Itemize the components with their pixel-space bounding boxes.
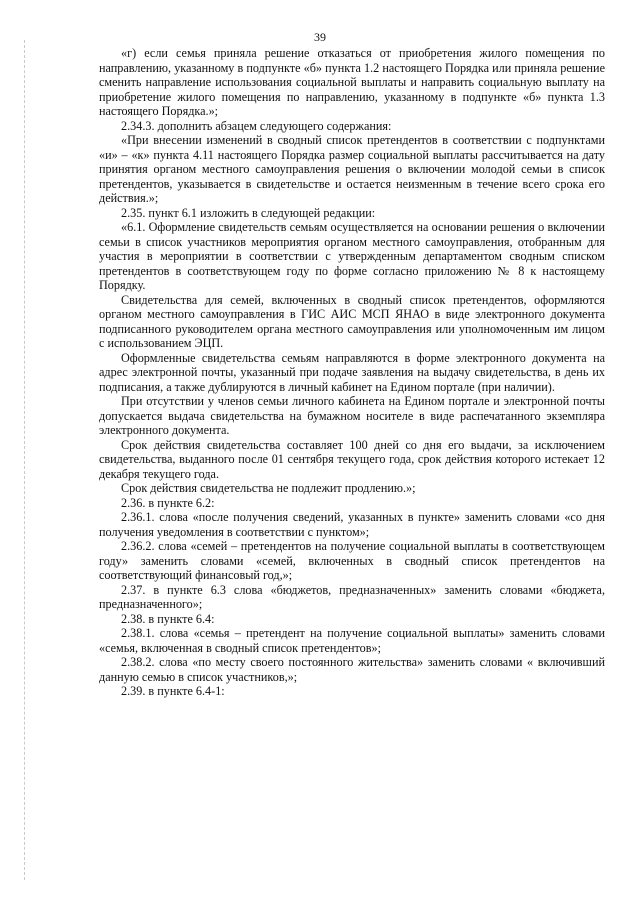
paragraph-2-38-1: 2.38.1. слова «семья – претендент на получение социальной выплаты» заменить словами «семья, включенная в сводный список претендентов»; [99, 626, 605, 655]
paragraph-2-36: 2.36. в пункте 6.2: [121, 495, 215, 510]
document-body [99, 46, 605, 699]
paragraph-2-39: 2.39. в пункте 6.4-1: [121, 684, 225, 698]
paragraph-2-37: 2.37. в пункте 6.3 слова «бюджетов, предназначенных» заменить словами «бюджета, предназначенного»; [99, 582, 605, 611]
paragraph-certificates-issued: Свидетельства для семей, включенных в сводный список претендентов, оформляются органом местного самоуправления в ГИС АИС МСП ЯНАО в виде электронного документа подписанного руководителем органа местного самоуправления или уполномоченным им лицом с использованием ЭЦП. [99, 292, 605, 350]
paragraph-no-extension: Срок действия свидетельства не подлежит продлению.»; [121, 481, 416, 495]
paragraph-validity-period: Срок действия свидетельства составляет 100 дней со дня его выдачи, за исключением свидетельства, выданного после 01 сентября текущего года, срок действия которого истекает 12 декабря текущего года. [99, 437, 605, 481]
paragraph-2-36-1: 2.36.1. слова «после получения сведений, указанных в пункте» заменить словами «со дня получения уведомления в соответствии с пунктом»; [99, 510, 605, 539]
scan-edge-line [24, 40, 25, 880]
paragraph-subpoint-g: «г) если семья приняла решение отказаться от приобретения жилого помещения по направлению, указанному в подпункте «б» пункта 1.2 настоящего Порядка или приняла решение сменить направление использования социальной выплаты и направить социальную выплату на приобретение жилого помещения по направлению, указанному в подпункте «б» пункта 1.3 настоящего Порядка.»; [99, 46, 605, 118]
paragraph-2-36-2: 2.36.2. слова «семей – претендентов на получение социальной выплаты в соответствующем году» заменить словами «семей, включенных в сводный список претендентов на соответствующий финансовый год,»; [99, 539, 605, 582]
paragraph-certificates-sent: Оформленные свидетельства семьям направляются в форме электронного документа на адрес электронной почты, указанный при подаче заявления на выдачу свидетельства, в день их подписания, а также дублируются в личный кабинет на Едином портале (при наличии). [99, 350, 605, 394]
paragraph-paper-copy: При отсутствии у членов семьи личного кабинета на Едином портале и электронной почты допускается выдача свидетельства на бумажном носителе в виде распечатанного экземпляра электронного документа. [99, 394, 605, 437]
paragraph-2-38: 2.38. в пункте 6.4: [121, 611, 215, 626]
paragraph-quote-changes: «При внесении изменений в сводный список претендентов в соответствии с подпунктами «и» – «к» пункта 4.11 настоящего Порядка размер социальной выплаты рассчитывается на дату принятия органом местного самоуправления решения о включении молодой семьи в список претендентов, указывается в свидетельстве и остается неизменным в течение всего срока его действия.»; [99, 133, 605, 205]
paragraph-2-34-3: 2.34.3. дополнить абзацем следующего содержания: [121, 118, 392, 133]
paragraph-2-38-2: 2.38.2. слова «по месту своего постоянного жительства» заменить словами « включивший данную семью в список участников,»; [99, 655, 605, 684]
paragraph-2-35: 2.35. пункт 6.1 изложить в следующей редакции: [121, 205, 376, 220]
page-number: 39 [314, 30, 326, 44]
paragraph-6-1: «6.1. Оформление свидетельств семьям осуществляется на основании решения о включении семьи в список участников мероприятия органом местного самоуправления, отобранным для участия в мероприятии в соответствии с утвержденным департаментом сводным списком претендентов в соответствующем году по форме согласно приложению № 8 к настоящему Порядку. [99, 220, 605, 292]
